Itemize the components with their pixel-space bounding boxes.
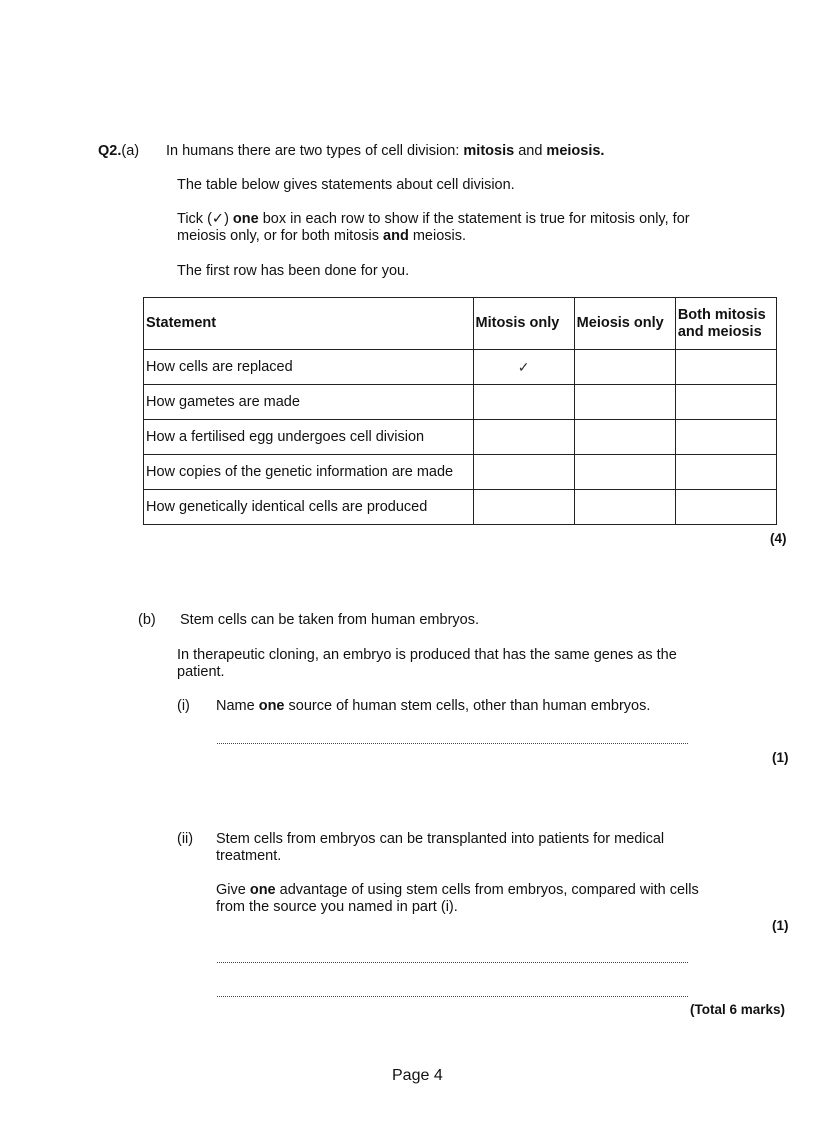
tick-box-meiosis[interactable] [574, 455, 675, 490]
tick-box-mitosis[interactable] [473, 350, 574, 385]
tick-box-mitosis[interactable] [473, 490, 574, 525]
table-row [144, 385, 777, 420]
table-row [144, 490, 777, 525]
row-statement: How a fertilised egg undergoes cell division [144, 420, 474, 455]
table-row [144, 455, 777, 490]
header-mitosis-only: Mitosis only [473, 298, 574, 350]
row-statement: How cells are replaced [144, 350, 474, 385]
table-header-row [144, 298, 777, 350]
row-statement: How gametes are made [144, 385, 474, 420]
tick-box-meiosis[interactable] [574, 490, 675, 525]
tick-box-both[interactable] [675, 420, 776, 455]
table-intro: The table below gives statements about cell division. [177, 177, 515, 193]
tick-box-mitosis[interactable] [473, 385, 574, 420]
tick-box-meiosis[interactable] [574, 350, 675, 385]
marks-part-bi: (1) [772, 750, 789, 765]
row-statement: How genetically identical cells are produced [144, 490, 474, 525]
tick-icon: ✓ [211, 211, 225, 227]
part-bii-question: Give one advantage of using stem cells from embryos, compared with cells from the source you named in part (i). [216, 882, 699, 915]
page-number: Page 4 [392, 1067, 443, 1084]
tick-box-mitosis[interactable] [473, 455, 574, 490]
row-statement: How copies of the genetic information are made [144, 455, 474, 490]
part-bi-question: Name one source of human stem cells, other than human embryos. [216, 698, 651, 714]
table-row [144, 350, 777, 385]
intro-text: In humans there are two types of cell division: mitosis and meiosis. [166, 143, 605, 159]
part-b-intro: Stem cells can be taken from human embryos. [180, 612, 479, 628]
marks-part-a: (4) [770, 531, 787, 546]
therapeutic-cloning-text: In therapeutic cloning, an embryo is produced that has the same genes as the patient. [177, 647, 677, 680]
answer-line-bii-2[interactable] [217, 996, 688, 997]
tick-icon: ✓ [517, 358, 530, 375]
instructions: Tick (✓) one box in each row to show if the statement is true for mitosis only, for meiosis only, or for both mitosis and meiosis. [177, 211, 690, 244]
tick-box-both[interactable] [675, 490, 776, 525]
cell-division-table [143, 297, 777, 525]
header-statement: Statement [144, 298, 474, 350]
tick-box-both[interactable] [675, 350, 776, 385]
tick-box-meiosis[interactable] [574, 385, 675, 420]
header-both: Both mitosis and meiosis [675, 298, 776, 350]
part-bii-label: (ii) [177, 831, 194, 847]
question-number: Q2.(a) [98, 143, 140, 159]
answer-line-bi[interactable] [217, 743, 688, 744]
part-b-label: (b) [138, 612, 156, 628]
tick-box-meiosis[interactable] [574, 420, 675, 455]
answer-line-bii-1[interactable] [217, 962, 688, 963]
tick-box-both[interactable] [675, 385, 776, 420]
tick-box-both[interactable] [675, 455, 776, 490]
part-bi-label: (i) [177, 698, 190, 714]
table-row [144, 420, 777, 455]
header-meiosis-only: Meiosis only [574, 298, 675, 350]
marks-part-bii: (1) [772, 918, 789, 933]
total-marks: (Total 6 marks) [690, 1002, 786, 1017]
first-row-note: The first row has been done for you. [177, 263, 410, 279]
part-bii-text: Stem cells from embryos can be transplanted into patients for medical treatment. [216, 831, 665, 864]
tick-box-mitosis[interactable] [473, 420, 574, 455]
